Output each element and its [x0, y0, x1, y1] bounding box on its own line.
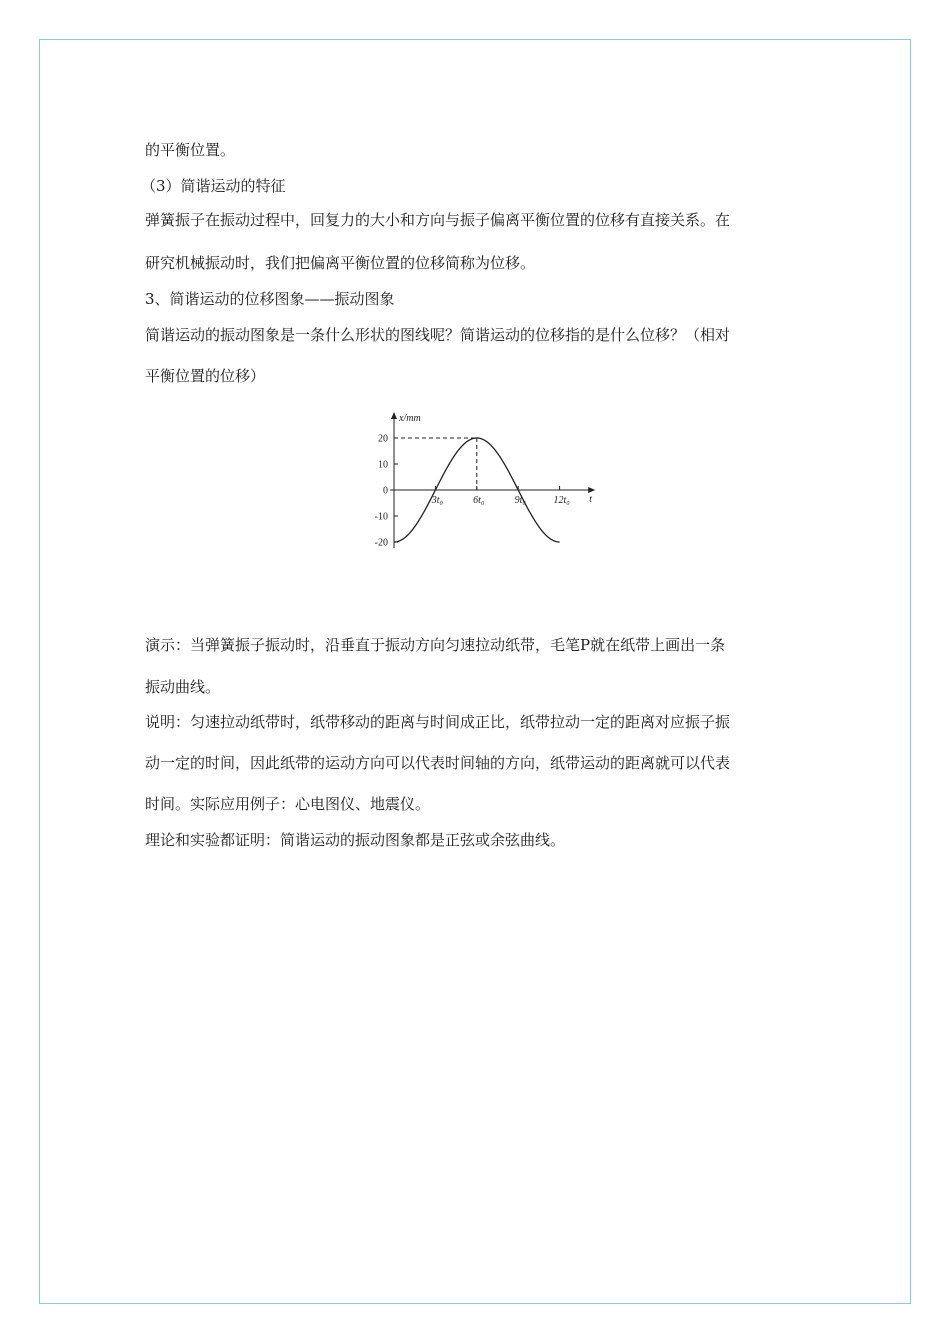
section-heading: 3、简谐运动的位移图象——振动图象 — [145, 290, 395, 308]
y-tick-label: -10 — [374, 511, 388, 523]
y-tick-label: 20 — [378, 433, 388, 445]
vibration-graph — [368, 408, 604, 564]
paragraph-line: 动一定的时间，因此纸带的运动方向可以代表时间轴的方向，纸带运动的距离就可以代表 — [145, 754, 731, 772]
vibration-graph-svg — [368, 408, 604, 564]
paragraph-line: 时间。实际应用例子：心电图仪、地震仪。 — [145, 795, 431, 813]
x-tick-label: 6t₀ — [473, 495, 485, 506]
x-axis-label: t — [589, 494, 592, 505]
paragraph-line: 演示：当弹簧振子振动时，沿垂直于振动方向匀速拉动纸带，毛笔P就在纸带上画出一条 — [145, 636, 726, 654]
paragraph-line: 平衡位置的位移） — [145, 367, 266, 385]
y-axis-label: x/mm — [399, 413, 421, 424]
paragraph-line: 说明：匀速拉动纸带时，纸带移动的距离与时间成正比，纸带拉动一定的距离对应振子振 — [145, 713, 731, 731]
chart-labels — [375, 413, 593, 549]
section-heading: （3）简谐运动的特征 — [141, 177, 286, 195]
x-tick-label: 3t₀ — [431, 495, 444, 506]
paragraph-line: 理论和实验都证明：简谐运动的振动图象都是正弦或余弦曲线。 — [145, 831, 566, 849]
paragraph-line: 的平衡位置。 — [145, 141, 236, 159]
y-axis-arrow — [391, 412, 397, 419]
y-tick-label: 10 — [378, 459, 388, 471]
x-axis-arrow — [588, 487, 595, 493]
paragraph-line: 振动曲线。 — [145, 678, 221, 696]
y-tick-label: -20 — [374, 537, 388, 549]
x-tick-label: 12t₀ — [553, 495, 570, 506]
paragraph-line: 弹簧振子在振动过程中，回复力的大小和方向与振子偏离平衡位置的位移有直接关系。在 — [145, 211, 731, 229]
x-tick-label: 9t₀ — [514, 495, 526, 506]
origin-label: 0 — [383, 485, 388, 497]
paragraph-line: 简谐运动的振动图象是一条什么形状的图线呢？简谐运动的位移指的是什么位移？（相对 — [145, 326, 731, 344]
chart-axes — [390, 412, 595, 548]
paragraph-line: 研究机械振动时，我们把偏离平衡位置的位移简称为位移。 — [145, 254, 536, 272]
